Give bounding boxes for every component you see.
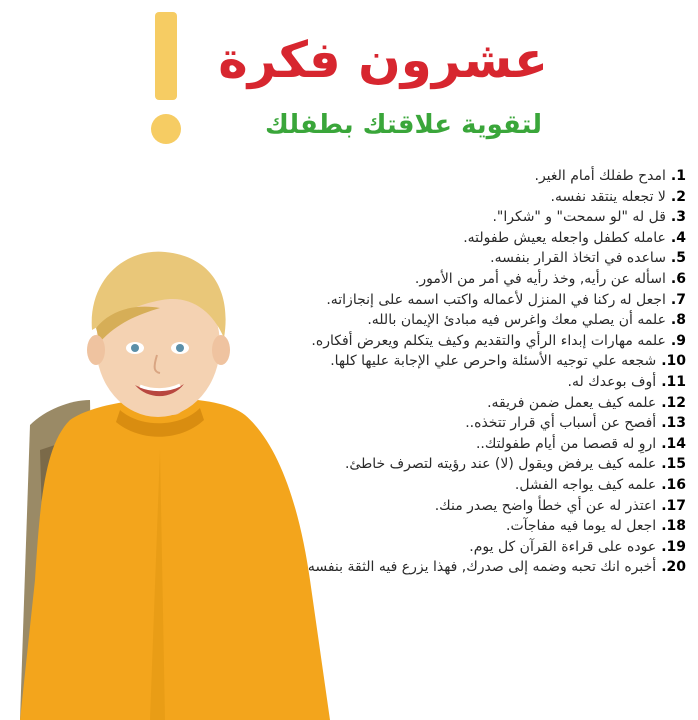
exclamation-mark-icon <box>155 12 177 100</box>
list-item <box>306 187 686 208</box>
tip-text: عامله كطفل واجعله يعيش طفولته. <box>463 229 666 246</box>
tip-number: 19. <box>661 538 686 555</box>
tip-text: أخبره انك تحبه وضمه إلى صدرك, فهذا يزرع فيه الثقة بنفسه <box>307 559 657 576</box>
tip-text: عوده على قراءة القرآن كل يوم. <box>469 538 657 555</box>
list-item <box>306 269 686 290</box>
tip-number: 20. <box>661 559 686 576</box>
list-item <box>306 413 686 434</box>
list-item <box>306 516 686 537</box>
tip-text: شجعه علي توجيه الأسئلة واحرص علي الإجابة عليها كلها. <box>330 353 657 370</box>
list-item <box>306 228 686 249</box>
tip-text: ساعده في اتخاذ القرار بنفسه. <box>490 250 666 267</box>
list-item <box>306 207 686 228</box>
exclamation-dot-icon <box>151 114 181 144</box>
tip-number: 15. <box>661 456 686 473</box>
tip-text: قل له "لو سمحت" و "شكرا". <box>492 209 666 226</box>
tip-text: علمه مهارات إبداء الرأي والتقديم وكيف يتكلم ويعرض أفكاره. <box>311 332 666 349</box>
list-item <box>306 351 686 372</box>
tip-text: اجعل له يوما فيه مفاجآت. <box>506 518 657 535</box>
tip-number: 1. <box>670 168 686 184</box>
tips-list <box>306 166 686 578</box>
tip-number: 16. <box>661 476 686 493</box>
tip-number: 10. <box>661 353 686 370</box>
tip-text: علمه كيف يواجه الفشل. <box>514 476 657 493</box>
tip-number: 18. <box>661 518 686 535</box>
tip-text: اعتذر له عن أي خطأ واضح يصدر منك. <box>434 497 657 514</box>
tip-text: علمه أن يصلي معك واغرس فيه مبادئ الإيمان بالله. <box>367 312 666 329</box>
list-item <box>306 248 686 269</box>
list-item <box>306 454 686 475</box>
tip-number: 11. <box>661 373 686 390</box>
list-item <box>306 393 686 414</box>
tip-text: علمه كيف يرفض ويقول (لا) عند رؤيته لتصرف خاطئ. <box>344 456 657 473</box>
tip-text: أفصح عن أسباب أي قرار تتخذه.. <box>465 415 657 432</box>
list-item <box>306 475 686 496</box>
tip-number: 4. <box>670 229 686 246</box>
list-item <box>306 166 686 187</box>
tip-number: 14. <box>661 435 686 452</box>
tip-text: أوف بوعدك له. <box>567 373 657 390</box>
page-title: عشرون فكرة <box>218 31 548 89</box>
tip-number: 13. <box>661 415 686 432</box>
list-item <box>306 372 686 393</box>
tip-number: 6. <box>670 270 686 287</box>
tip-number: 8. <box>670 312 686 329</box>
tip-number: 3. <box>670 209 686 226</box>
tip-text: لا تجعله ينتقد نفسه. <box>550 188 666 205</box>
list-item <box>306 290 686 311</box>
child-illustration <box>0 250 330 720</box>
tip-number: 17. <box>661 497 686 514</box>
list-item <box>306 537 686 558</box>
tip-text: اجعل له ركنا في المنزل لأعماله واكتب اسمه على إنجازاته. <box>326 291 666 308</box>
tip-text: اروِ له قصصا من أيام طفولتك.. <box>475 435 657 452</box>
tip-number: 7. <box>670 291 686 308</box>
tip-text: اسأله عن رأيه, وخذ رأيه في أمر من الأمور. <box>414 270 666 287</box>
list-item <box>306 331 686 352</box>
tip-text: علمه كيف يعمل ضمن فريقه. <box>487 394 657 411</box>
tip-number: 12. <box>661 394 686 411</box>
list-item <box>306 434 686 455</box>
tip-number: 2. <box>670 188 686 205</box>
tip-text: امدح طفلك أمام الغير. <box>534 168 666 184</box>
list-item <box>306 557 686 578</box>
tip-number: 9. <box>670 332 686 349</box>
tip-number: 5. <box>670 250 686 267</box>
list-item <box>306 310 686 331</box>
page-subtitle: لتقوية علاقتك بطفلك <box>265 110 542 140</box>
list-item <box>306 496 686 517</box>
